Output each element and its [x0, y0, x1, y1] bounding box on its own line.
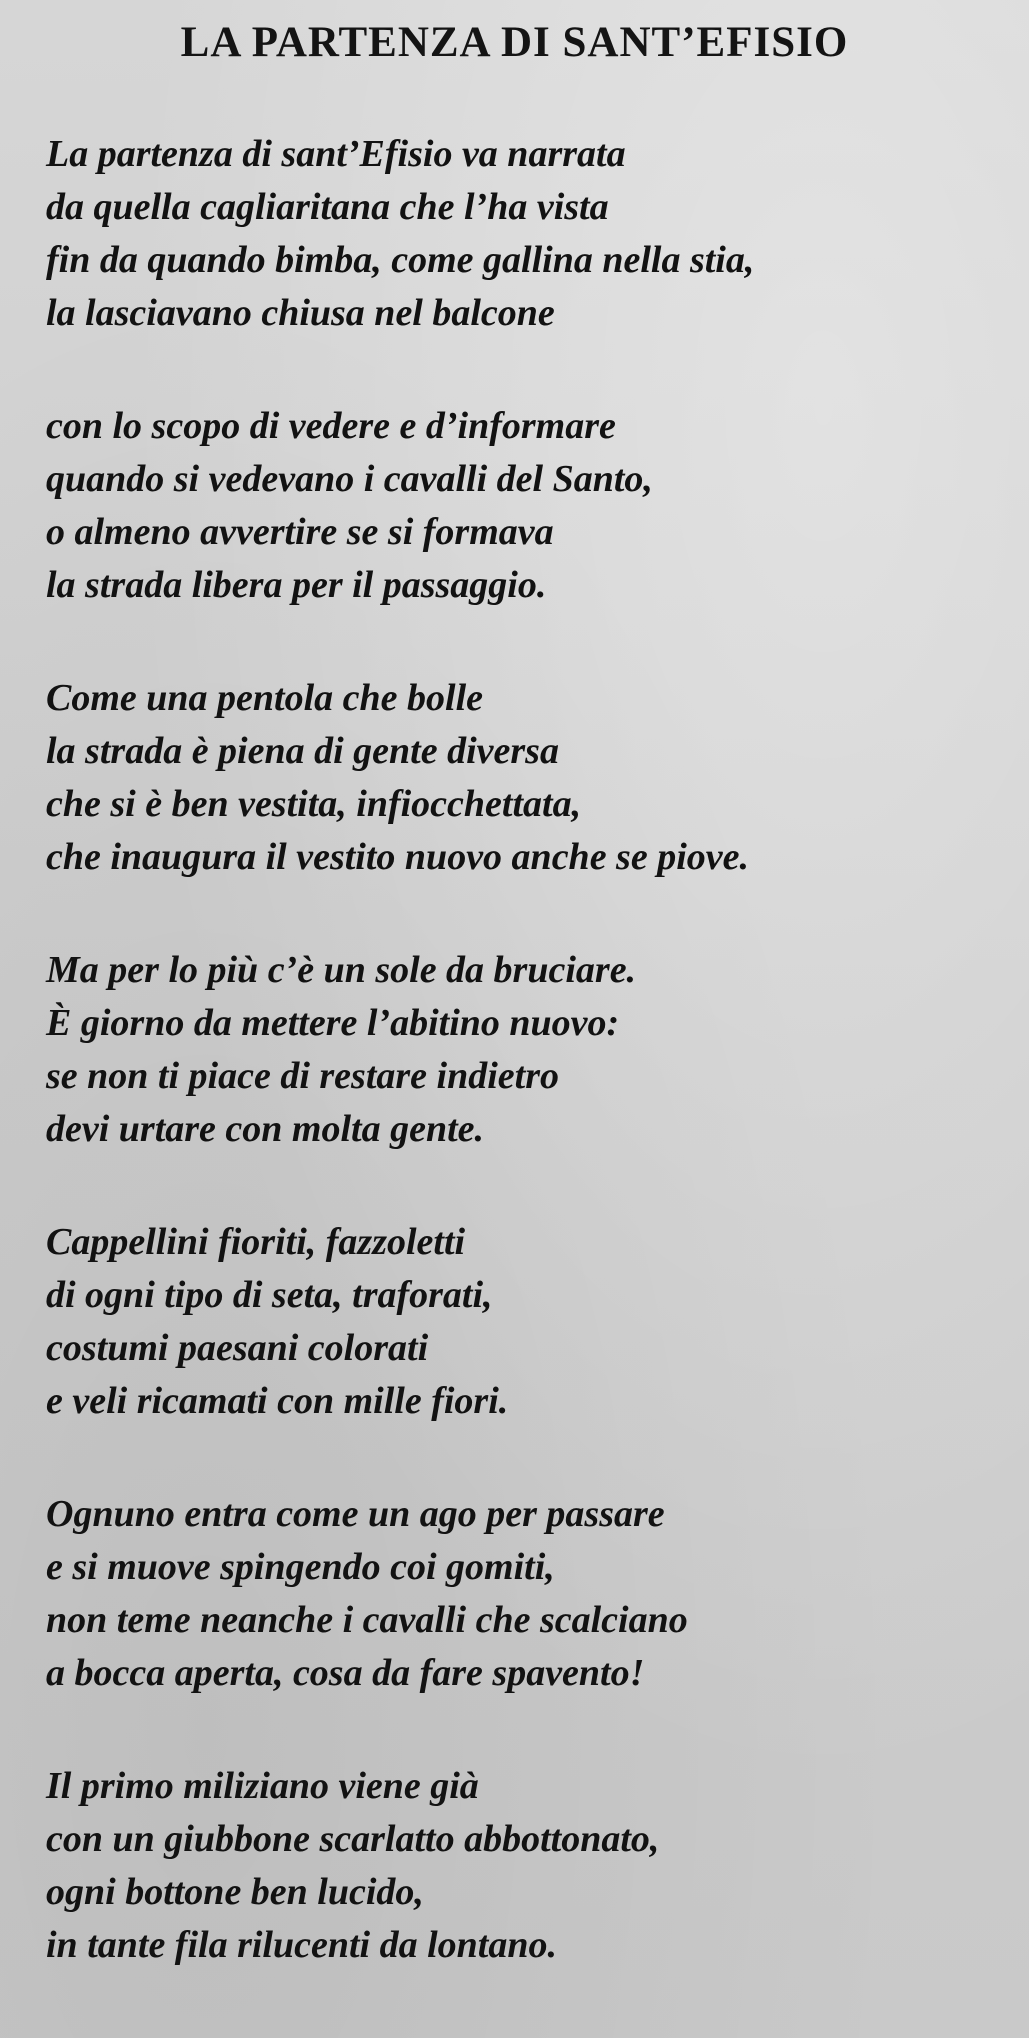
- verse-line: È giorno da mettere l’abitino nuovo:: [46, 1002, 620, 1044]
- verse-line: La partenza di sant’Efisio va narrata: [46, 133, 626, 175]
- stanza-6: [46, 1488, 1006, 1700]
- verse-line: Il primo miliziano viene già: [46, 1765, 479, 1807]
- verse-line: di ogni tipo di seta, traforati,: [46, 1274, 493, 1316]
- stanza-2: [46, 400, 1006, 612]
- verse-line: la strada libera per il passaggio.: [46, 564, 547, 606]
- verse-line: e veli ricamati con mille fiori.: [46, 1380, 509, 1422]
- verse-line: ogni bottone ben lucido,: [46, 1871, 424, 1913]
- verse-line: o almeno avvertire se si formava: [46, 511, 554, 553]
- stanza-4: [46, 944, 1006, 1156]
- verse-line: Cappellini fioriti, fazzoletti: [46, 1221, 466, 1263]
- verse-line: Come una pentola che bolle: [46, 677, 483, 719]
- verse-line: che si è ben vestita, infiocchettata,: [46, 783, 582, 825]
- verse-line: a bocca aperta, cosa da fare spavento!: [46, 1652, 645, 1694]
- verse-line: Ognuno entra come un ago per passare: [46, 1493, 665, 1535]
- verse-line: con lo scopo di vedere e d’informare: [46, 405, 616, 447]
- verse-line: fin da quando bimba, come gallina nella stia,: [46, 239, 755, 281]
- stanza-3: [46, 672, 1006, 884]
- verse-line: costumi paesani colorati: [46, 1327, 429, 1369]
- poem-body: [46, 128, 1006, 2032]
- stanza-7: [46, 1760, 1006, 1972]
- verse-line: la strada è piena di gente diversa: [46, 730, 559, 772]
- verse-line: e si muove spingendo coi gomiti,: [46, 1546, 555, 1588]
- verse-line: che inaugura il vestito nuovo anche se piove.: [46, 836, 749, 878]
- stanza-5: [46, 1216, 1006, 1428]
- verse-line: in tante fila rilucenti da lontano.: [46, 1924, 557, 1966]
- verse-line: con un giubbone scarlatto abbottonato,: [46, 1818, 660, 1860]
- stanza-1: [46, 128, 1006, 340]
- verse-line: da quella cagliaritana che l’ha vista: [46, 186, 609, 228]
- verse-line: devi urtare con molta gente.: [46, 1108, 485, 1150]
- verse-line: Ma per lo più c’è un sole da bruciare.: [46, 949, 637, 991]
- verse-line: se non ti piace di restare indietro: [46, 1055, 559, 1097]
- verse-line: non teme neanche i cavalli che scalciano: [46, 1599, 688, 1641]
- poem-title: LA PARTENZA DI SANT’EFISIO: [180, 19, 849, 66]
- verse-line: quando si vedevano i cavalli del Santo,: [46, 458, 653, 500]
- verse-line: la lasciavano chiusa nel balcone: [46, 292, 555, 334]
